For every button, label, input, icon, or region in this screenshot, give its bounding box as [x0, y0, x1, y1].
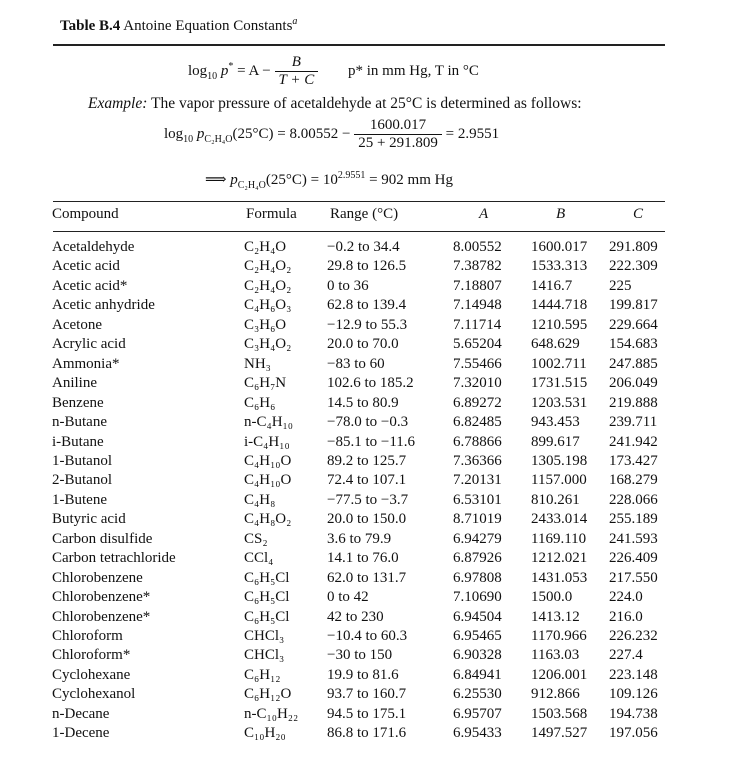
table-row — [0, 570, 739, 589]
cell-formula: C₄H₁₀O — [244, 452, 292, 469]
cell-formula: C₃H₄O₂ — [244, 336, 292, 353]
cell-range: 29.8 to 126.5 — [327, 258, 407, 275]
cell-formula: CS₂ — [244, 530, 268, 547]
table-title — [60, 16, 297, 35]
cell-range: 72.4 to 107.1 — [327, 472, 407, 489]
cell-formula: C₆H₅Cl — [244, 569, 290, 586]
cell-b: 1503.568 — [531, 705, 588, 722]
cell-c: 225 — [609, 277, 632, 294]
cell-formula: C₁₀H₂₀ — [244, 725, 286, 742]
table-row — [0, 297, 739, 316]
cell-formula: C₃H₆O — [244, 316, 287, 333]
cell-range: 14.5 to 80.9 — [327, 394, 399, 411]
cell-a: 6.95465 — [453, 628, 502, 644]
cell-a: 7.14948 — [453, 297, 502, 314]
table-row — [0, 492, 739, 511]
cell-a: 7.32010 — [453, 375, 502, 392]
cell-c: 194.738 — [609, 705, 658, 722]
header-range: Range (°C) — [330, 206, 399, 222]
cell-b: 943.453 — [531, 414, 580, 431]
cell-range: −0.2 to 34.4 — [327, 239, 400, 255]
cell-c: 206.049 — [609, 375, 658, 392]
cell-range: 89.2 to 125.7 — [327, 452, 407, 469]
equation-units: p* in mm Hg, T in °C — [347, 62, 479, 79]
example-line: Example: The vapor pressure of acetaldehyde at 25°C is determined as follows: — [88, 95, 582, 112]
cell-a: 6.90328 — [453, 647, 502, 664]
cell-formula: CCl₄ — [244, 550, 274, 567]
cell-c: 227.4 — [609, 647, 643, 664]
table-row — [0, 434, 739, 453]
cell-c: 109.126 — [609, 686, 658, 703]
cell-compound: Cyclohexane — [52, 666, 131, 683]
cell-c: 255.189 — [609, 511, 658, 528]
cell-b: 1002.711 — [531, 355, 587, 372]
header-compound: Compound — [52, 206, 119, 222]
cell-compound: Acetic acid — [52, 258, 120, 275]
cell-a: 7.38782 — [453, 258, 502, 275]
cell-a: 6.94504 — [453, 608, 502, 625]
cell-c: 168.279 — [609, 472, 658, 489]
cell-c: 228.066 — [609, 491, 658, 508]
cell-compound: 2-Butanol — [52, 472, 112, 489]
cell-formula: C₆H₇N — [244, 375, 287, 392]
table-row — [0, 395, 739, 414]
cell-range: 93.7 to 160.7 — [327, 686, 407, 703]
table-row — [0, 258, 739, 277]
table-label: Table B.4 — [60, 18, 121, 34]
cell-compound: Chloroform* — [52, 647, 131, 664]
cell-c: 241.942 — [609, 433, 658, 450]
cell-a: 7.20131 — [453, 472, 502, 489]
cell-a: 6.82485 — [453, 414, 502, 431]
cell-range: 20.0 to 70.0 — [327, 336, 399, 353]
cell-range: 0 to 36 — [327, 277, 369, 294]
cell-b: 1157.000 — [531, 472, 587, 489]
antoine-equation: $\log_{10} p^* = A$ − $\frac{B}{T + C}$ p* in mm Hg, T in °C — [188, 54, 479, 88]
cell-b: 1500.0 — [531, 589, 573, 606]
table-row — [0, 472, 739, 491]
header-c: C — [633, 206, 644, 222]
cell-formula: C₆H₅Cl — [244, 608, 290, 625]
cell-c: 239.711 — [609, 414, 658, 431]
cell-compound: Acrylic acid — [52, 336, 126, 353]
cell-c: 173.427 — [609, 452, 658, 469]
cell-c: 199.817 — [609, 297, 658, 314]
cell-b: 912.866 — [531, 686, 580, 703]
cell-formula: C₂H₄O — [244, 239, 287, 255]
cell-compound: Acetic acid* — [52, 277, 128, 294]
cell-formula: C₆H₆ — [244, 394, 276, 411]
cell-b: 1163.03 — [531, 647, 580, 664]
table-row — [0, 414, 739, 433]
cell-a: 7.11714 — [453, 316, 502, 333]
cell-a: 7.10690 — [453, 589, 502, 606]
cell-b: 1210.595 — [531, 316, 588, 333]
cell-a: 8.00552 — [453, 239, 502, 255]
cell-c: 217.550 — [609, 569, 658, 586]
cell-b: 1413.12 — [531, 608, 580, 625]
cell-b: 1497.527 — [531, 725, 588, 742]
cell-compound: Benzene — [52, 394, 104, 411]
cell-range: 0 to 42 — [327, 589, 369, 606]
cell-b: 1170.966 — [531, 628, 587, 644]
cell-compound: Aniline — [52, 375, 97, 392]
cell-c: 241.593 — [609, 530, 658, 547]
cell-formula: NH₃ — [244, 355, 271, 372]
cell-formula: n-C₄H₁₀ — [244, 414, 294, 431]
cell-formula: C₄H₆O₃ — [244, 297, 292, 314]
header-formula: Formula — [246, 206, 297, 222]
cell-formula: C₆H₅Cl — [244, 589, 290, 606]
cell-compound: Acetaldehyde — [52, 239, 135, 255]
cell-range: 3.6 to 79.9 — [327, 530, 392, 547]
cell-range: −77.5 to −3.7 — [327, 491, 409, 508]
table-row — [0, 647, 739, 666]
cell-formula: C₆H₁₂ — [244, 666, 281, 683]
cell-compound: 1-Decene — [52, 725, 110, 742]
cell-compound: Cyclohexanol — [52, 686, 136, 703]
cell-formula: C₄H₁₀O — [244, 472, 292, 489]
cell-range: 14.1 to 76.0 — [327, 550, 399, 567]
cell-formula: i-C₄H₁₀ — [244, 433, 290, 450]
table-row — [0, 589, 739, 608]
cell-b: 648.629 — [531, 336, 580, 353]
table-row — [0, 356, 739, 375]
cell-c: 154.683 — [609, 336, 658, 353]
cell-a: 7.55466 — [453, 355, 502, 372]
cell-formula: C₂H₄O₂ — [244, 258, 292, 275]
header-a: A — [479, 206, 489, 222]
cell-compound: Chlorobenzene* — [52, 608, 151, 625]
cell-compound: Butyric acid — [52, 511, 126, 528]
cell-compound: Acetic anhydride — [52, 297, 155, 314]
equation-fraction: $\frac{B}{T + C}$ — [275, 54, 319, 89]
header-rule-top — [53, 201, 665, 202]
cell-b: 1533.313 — [531, 258, 588, 275]
cell-compound: Chlorobenzene — [52, 569, 143, 586]
example-calculation-1: $\log_{10} p_{C_2H_4O}(25^\circ C) = 8.00552$ − $\frac{1600.017}{25 + 291.809}$ = 2.9551 — [164, 117, 500, 151]
cell-c: 224.0 — [609, 589, 643, 606]
footnote-mark: a — [292, 16, 298, 27]
cell-b: 1431.053 — [531, 569, 588, 586]
table-row — [0, 686, 739, 705]
cell-compound: i-Butane — [52, 433, 104, 450]
table-row — [0, 609, 739, 628]
cell-compound: n-Decane — [52, 705, 110, 722]
table-row — [0, 239, 739, 258]
top-rule — [53, 44, 665, 46]
calc-fraction: $\frac{1600.017}{25 + 291.809}$ — [354, 117, 442, 152]
cell-a: 8.71019 — [453, 511, 502, 528]
cell-a: 6.87926 — [453, 550, 502, 567]
cell-a: 6.94279 — [453, 530, 502, 547]
cell-b: 1305.198 — [531, 452, 588, 469]
example-calculation-2: ⟹ $p_{C_2H_4O}(25^\circ C) = 10^{2.9551} = 902$ mm Hg — [205, 170, 453, 191]
cell-compound: Ammonia* — [52, 355, 120, 372]
cell-b: 1444.718 — [531, 297, 588, 314]
cell-c: 222.309 — [609, 258, 658, 275]
cell-a: 7.18807 — [453, 277, 502, 294]
cell-a: 6.89272 — [453, 394, 502, 411]
cell-formula: CHCl₃ — [244, 647, 285, 664]
cell-range: 62.0 to 131.7 — [327, 569, 407, 586]
cell-a: 7.36366 — [453, 452, 502, 469]
cell-a: 6.78866 — [453, 433, 502, 450]
cell-range: −10.4 to 60.3 — [327, 628, 408, 644]
cell-range: 42 to 230 — [327, 608, 384, 625]
cell-range: −30 to 150 — [327, 647, 393, 664]
table-row — [0, 278, 739, 297]
cell-b: 1212.021 — [531, 550, 588, 567]
cell-compound: Carbon tetrachloride — [52, 550, 176, 567]
cell-a: 6.53101 — [453, 491, 502, 508]
table-caption: Antoine Equation Constants — [123, 18, 293, 34]
table-row — [0, 725, 739, 744]
cell-range: 19.9 to 81.6 — [327, 666, 399, 683]
cell-c: 216.0 — [609, 608, 643, 625]
table-row — [0, 628, 739, 647]
cell-formula: C₆H₁₂O — [244, 686, 292, 703]
cell-c: 219.888 — [609, 394, 658, 411]
table-row — [0, 375, 739, 394]
cell-a: 6.95433 — [453, 725, 502, 742]
cell-c: 247.885 — [609, 355, 658, 372]
table-row — [0, 317, 739, 336]
cell-range: 94.5 to 175.1 — [327, 705, 407, 722]
cell-range: −85.1 to −11.6 — [327, 433, 416, 450]
cell-b: 899.617 — [531, 433, 580, 450]
cell-c: 226.409 — [609, 550, 658, 567]
table-row — [0, 453, 739, 472]
table-row — [0, 511, 739, 530]
cell-b: 1206.001 — [531, 666, 588, 683]
table-row — [0, 706, 739, 725]
cell-formula: CHCl₃ — [244, 628, 285, 644]
cell-c: 291.809 — [609, 239, 658, 255]
cell-c: 229.664 — [609, 316, 658, 333]
cell-range: −83 to 60 — [327, 355, 385, 372]
cell-range: 86.8 to 171.6 — [327, 725, 407, 742]
cell-range: −12.9 to 55.3 — [327, 316, 408, 333]
cell-compound: Chlorobenzene* — [52, 589, 151, 606]
cell-b: 2433.014 — [531, 511, 588, 528]
cell-compound: Acetone — [52, 316, 102, 333]
header-rule-bottom — [53, 231, 665, 232]
cell-a: 5.65204 — [453, 336, 502, 353]
cell-b: 810.261 — [531, 491, 580, 508]
table-row — [0, 667, 739, 686]
cell-c: 223.148 — [609, 666, 658, 683]
cell-compound: Carbon disulfide — [52, 530, 153, 547]
cell-c: 197.056 — [609, 725, 658, 742]
cell-range: 62.8 to 139.4 — [327, 297, 407, 314]
header-b: B — [556, 206, 566, 222]
cell-formula: C₄H₈ — [244, 491, 276, 508]
cell-compound: Chloroform — [52, 628, 123, 644]
table-row — [0, 531, 739, 550]
cell-b: 1169.110 — [531, 530, 587, 547]
cell-a: 6.84941 — [453, 666, 502, 683]
implies-arrow: ⟹ — [205, 172, 227, 188]
table-row — [0, 550, 739, 569]
cell-a: 6.95707 — [453, 705, 502, 722]
cell-formula: n-C₁₀H₂₂ — [244, 705, 299, 722]
cell-range: 20.0 to 150.0 — [327, 511, 407, 528]
table-row — [0, 336, 739, 355]
cell-formula: C₄H₈O₂ — [244, 511, 292, 528]
cell-formula: C₂H₄O₂ — [244, 277, 292, 294]
cell-compound: 1-Butanol — [52, 452, 112, 469]
cell-compound: n-Butane — [52, 414, 107, 431]
cell-a: 6.25530 — [453, 686, 502, 703]
cell-range: 102.6 to 185.2 — [327, 375, 414, 392]
cell-b: 1600.017 — [531, 239, 588, 255]
cell-b: 1731.515 — [531, 375, 588, 392]
cell-a: 6.97808 — [453, 569, 502, 586]
cell-range: −78.0 to −0.3 — [327, 414, 409, 431]
cell-b: 1416.7 — [531, 277, 573, 294]
cell-b: 1203.531 — [531, 394, 588, 411]
cell-compound: 1-Butene — [52, 491, 107, 508]
cell-c: 226.232 — [609, 628, 658, 644]
